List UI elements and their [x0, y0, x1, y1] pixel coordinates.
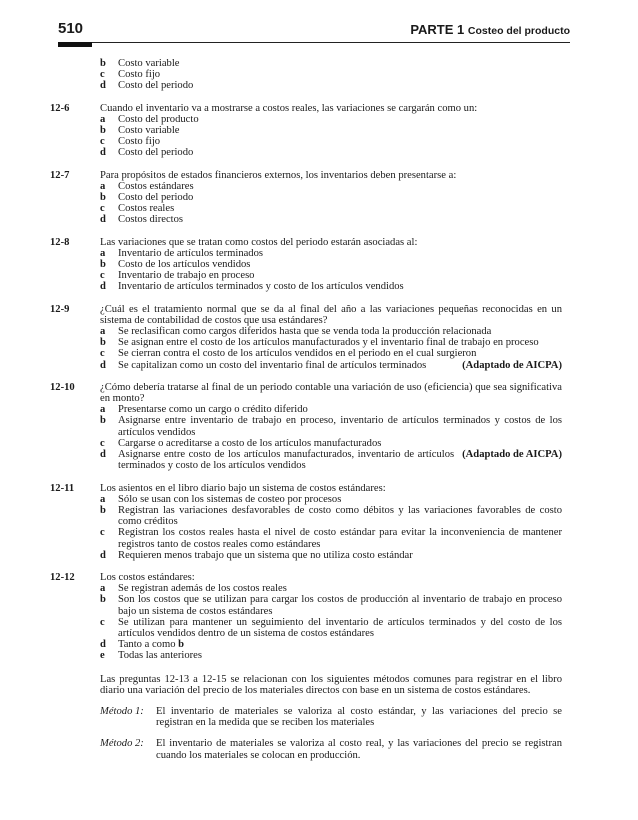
question [50, 170, 562, 226]
question-stem: Los asientos en el libro diario bajo un sistema de costos estándares: [100, 482, 386, 494]
option-letter: b [100, 337, 106, 349]
option-text: Costos reales [118, 203, 175, 215]
option-row [118, 449, 562, 471]
option-letter: b [100, 125, 106, 137]
question-stem: Las variaciones que se tratan como costos del periodo estarán asociadas al: [100, 236, 418, 248]
option-letter: c [100, 270, 105, 282]
option-text: Cargarse o acreditarse a costo de los artículos manufacturados [118, 437, 382, 449]
option-text-wrap [118, 125, 562, 136]
answer-option [100, 114, 562, 125]
option-letter: d [100, 80, 106, 92]
option-text: Asignarse entre inventario de trabajo en proceso, inventario de artículos terminados y costos de los artículos vendidos [118, 415, 562, 438]
method-item [50, 706, 562, 728]
answer-option [100, 494, 562, 505]
option-letter: c [100, 203, 105, 215]
answer-option [100, 326, 562, 337]
option-text: Costo del producto [118, 113, 199, 125]
option-letter: a [100, 247, 106, 259]
answer-option [100, 527, 562, 549]
answer-option [100, 192, 562, 203]
option-text-wrap [118, 404, 562, 415]
option-text: Se reclasifican como cargos diferidos hasta que se venda toda la producción relacionada [118, 326, 492, 338]
answer-option [100, 348, 562, 359]
option-text: Registran las variaciones desfavorables de costo como débitos y las variaciones favorables de costo como créditos [118, 504, 562, 528]
option-text-wrap [118, 550, 562, 561]
option-letter: b [100, 594, 106, 606]
answer-option [100, 69, 562, 80]
method-label: Método 1: [100, 705, 144, 717]
option-text-wrap [118, 650, 562, 661]
method-list [50, 706, 562, 761]
option-text: Requieren menos trabajo que un sistema que no utiliza costo estándar [118, 549, 413, 561]
option-text-wrap [118, 248, 562, 259]
option-text-wrap [118, 270, 562, 281]
answer-option [100, 594, 562, 616]
questions-content [50, 58, 562, 761]
option-text: Costo fijo [118, 69, 161, 81]
intro-paragraph: Las preguntas 12-13 a 12-15 se relacionan con los siguientes métodos comunes para registrar en el libro diario una variación del precio de los materiales directos con base en un sistema de costos estándares. [100, 673, 562, 696]
option-letter: a [100, 493, 106, 505]
answer-option [100, 214, 562, 225]
answer-option [100, 438, 562, 449]
option-letter: a [100, 180, 106, 192]
option-text-wrap [118, 505, 562, 527]
option-text-wrap [118, 337, 562, 348]
option-text: Inventario de trabajo en proceso [118, 270, 255, 282]
option-letter: d [100, 281, 106, 293]
option-text: Registran los costos reales hasta el nivel de costo estándar para evitar la inconveniencia de mantener registros tanto de costos reales como estándares [118, 527, 562, 550]
option-letter: c [100, 437, 105, 449]
option-text: Costo de los artículos vendidos [118, 259, 251, 271]
option-text-wrap [118, 259, 562, 270]
option-text: Costo variable [118, 58, 180, 69]
method-label: Método 2: [100, 738, 144, 750]
question [50, 572, 562, 662]
option-text-wrap [118, 594, 562, 616]
question-number: 12-10 [50, 381, 75, 393]
question [50, 382, 562, 472]
option-text: Tanto a como [118, 639, 176, 651]
option-text: Todas las anteriores [118, 650, 202, 662]
question [50, 237, 562, 293]
option-letter: c [100, 69, 105, 81]
option-text-wrap [118, 617, 562, 639]
answer-option [100, 270, 562, 281]
option-text-wrap [118, 214, 562, 225]
question-stem: Los costos estándares: [100, 571, 195, 583]
option-letter: d [100, 639, 106, 651]
option-letter: c [100, 348, 105, 360]
answer-option [100, 181, 562, 192]
answer-option [100, 136, 562, 147]
option-text-wrap [118, 326, 562, 337]
source-citation: (Adaptado de AICPA) [462, 359, 562, 371]
question [50, 103, 562, 159]
option-letter: d [100, 147, 106, 159]
question-list [50, 58, 562, 662]
option-text: Son los costos que se utilizan para cargar los costos de producción al inventario de trabajo en proceso bajo un sistema de costos estándares [118, 594, 562, 617]
part-number: 1 [457, 22, 465, 37]
option-letter: a [100, 404, 106, 416]
option-text-wrap [118, 58, 562, 69]
option-text-wrap [118, 415, 562, 437]
question-stem: ¿Cuál es el tratamiento normal que se da al final del año a las variaciones pequeñas reconocidas en un sistema de contabilidad de costos que usa estándares? [100, 303, 562, 326]
answer-option [100, 505, 562, 527]
question-number: 12-9 [50, 303, 70, 315]
option-text: Se registran además de los costos reales [118, 583, 287, 595]
option-letter: b [100, 58, 106, 69]
page-header [58, 20, 570, 42]
option-letter: b [100, 259, 106, 271]
option-letter: c [100, 527, 105, 539]
option-text-wrap [118, 527, 562, 549]
option-text-wrap [118, 181, 562, 192]
option-text-wrap [118, 281, 562, 292]
method-text: El inventario de materiales se valoriza al costo real, y las variaciones del precio se registran cuando los materiales se colocan en producción. [156, 738, 562, 761]
option-text: Se utilizan para mantener un seguimiento del inventario de artículos terminados y del costo de los artículos vendidos dentro de un sistema de costos estándares [118, 616, 562, 639]
option-letter: b [100, 504, 106, 516]
question-stem: Cuando el inventario va a mostrarse a costos reales, las variaciones se cargarán como un: [100, 102, 478, 114]
option-letter: e [100, 650, 105, 662]
question-number: 12-8 [50, 236, 70, 248]
page-number: 510 [58, 20, 84, 37]
answer-option [100, 617, 562, 639]
option-letter: c [100, 616, 105, 628]
option-text: Se capitalizan como un costo del inventario final de artículos terminados [118, 359, 427, 371]
option-letter: d [100, 449, 106, 461]
answer-option [100, 550, 562, 561]
running-head [410, 22, 570, 37]
question [50, 483, 562, 561]
option-letter: a [100, 326, 106, 338]
answer-option [100, 147, 562, 158]
option-text-wrap [118, 203, 562, 214]
option-text-wrap [118, 192, 562, 203]
answer-option [100, 80, 562, 91]
option-letter: d [100, 359, 106, 371]
option-text-wrap [118, 438, 562, 449]
option-letter: b [100, 192, 106, 204]
answer-option [100, 449, 562, 471]
option-letter: c [100, 136, 105, 148]
answer-option [100, 281, 562, 292]
option-text: Costos directos [118, 214, 184, 226]
option-letter: a [100, 583, 106, 595]
answer-option [100, 583, 562, 594]
option-row [118, 360, 562, 371]
option-text-wrap [118, 583, 562, 594]
answer-option [100, 248, 562, 259]
option-text: Inventario de artículos terminados [118, 247, 264, 259]
option-text: Costo variable [118, 125, 180, 137]
option-letter: d [100, 549, 106, 561]
option-bold-reference: b [178, 639, 185, 651]
header-rule [58, 42, 570, 43]
option-text: Sólo se usan con los sistemas de costeo por procesos [118, 493, 342, 505]
part-word: PARTE [410, 22, 454, 37]
question [50, 304, 562, 371]
method-text: El inventario de materiales se valoriza al costo estándar, y las variaciones del precio se registran en la medida que se reciben los materiales [156, 705, 562, 729]
question-stem: Para propósitos de estados financieros externos, los inventarios deben presentarse a: [100, 169, 457, 181]
option-letter: d [100, 214, 106, 226]
option-text-wrap [118, 147, 562, 158]
option-text: Se cierran contra el costo de los artículos vendidos en el periodo en el cual surgieron [118, 348, 477, 360]
answer-option [100, 415, 562, 437]
option-text-wrap [118, 639, 562, 650]
answer-option [100, 259, 562, 270]
option-text-wrap [118, 114, 562, 125]
question-number: 12-12 [50, 571, 75, 583]
question-number: 12-6 [50, 102, 70, 114]
answer-option [100, 639, 562, 650]
answer-option [100, 360, 562, 371]
option-letter: a [100, 113, 106, 125]
source-citation: (Adaptado de AICPA) [462, 449, 562, 461]
option-text: Asignarse entre costo de los artículos manufacturados, inventario de artículos terminados y costo de los artículos vendidos [118, 449, 455, 472]
option-text-wrap [118, 80, 562, 91]
option-text-wrap [118, 494, 562, 505]
answer-option [100, 58, 562, 69]
answer-option [100, 404, 562, 415]
header-tab-marker [58, 42, 92, 47]
answer-option [100, 337, 562, 348]
question-stem: ¿Cómo debería tratarse al final de un periodo contable una variación de uso (eficiencia) que sea significativa en monto? [100, 381, 562, 405]
answer-option [100, 650, 562, 661]
option-text-wrap [118, 348, 562, 359]
option-text: Costo del periodo [118, 147, 194, 159]
question-number: 12-7 [50, 169, 70, 181]
answer-option [100, 125, 562, 136]
part-title: Costeo del producto [467, 25, 570, 37]
option-letter: b [100, 415, 106, 427]
option-text: Presentarse como un cargo o crédito diferido [118, 404, 308, 416]
question-number: 12-11 [50, 482, 75, 494]
option-text: Costos estándares [118, 180, 194, 192]
answer-option [100, 203, 562, 214]
question [50, 58, 562, 92]
method-item [50, 738, 562, 760]
option-text: Inventario de artículos terminados y costo de los artículos vendidos [118, 281, 404, 293]
option-text: Costo del periodo [118, 80, 194, 92]
option-text: Costo del periodo [118, 192, 194, 204]
option-text-wrap [118, 136, 562, 147]
option-text-wrap [118, 69, 562, 80]
option-text: Se asignan entre el costo de los artículos manufacturados y el inventario final de trabajo en proceso [118, 337, 539, 349]
option-text: Costo fijo [118, 136, 161, 148]
